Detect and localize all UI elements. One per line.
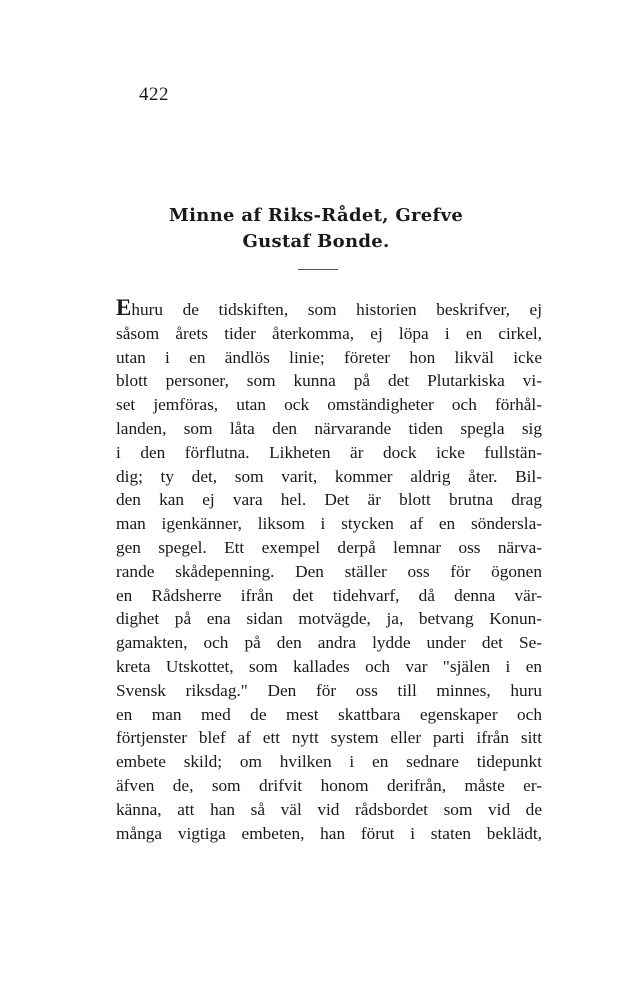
text-line: utan i en ändlös linie; företer hon likväl icke bbox=[116, 347, 542, 367]
body-paragraph bbox=[116, 296, 542, 845]
chapter-heading bbox=[0, 203, 632, 255]
heading-line-1: Minne af Riks-Rådet, Grefve bbox=[168, 205, 464, 226]
text-line: gen spegel. Ett exempel derpå lemnar oss närva- bbox=[116, 537, 542, 557]
text-line: set jemföras, utan ock omständigheter och förhål- bbox=[116, 395, 542, 415]
text-line: såsom årets tider återkomma, ej löpa i en cirkel, bbox=[116, 323, 542, 343]
text-line: Ehuru de tidskiften, som historien beskrifver, ej bbox=[116, 295, 542, 320]
text-line: gamakten, och på den andra lydde under det Se- bbox=[116, 633, 542, 653]
text-line: en Rådsherre ifrån det tidehvarf, då denna vär- bbox=[116, 585, 542, 605]
text-line: Svensk riksdag." Den för oss till minnes, huru bbox=[116, 680, 542, 700]
heading-line-2: Gustaf Bonde. bbox=[242, 231, 390, 252]
text-line: dig; ty det, som varit, kommer aldrig åter. Bil- bbox=[116, 466, 542, 486]
text-line: känna, att han så väl vid rådsbordet som vid de bbox=[116, 799, 542, 819]
text-line: många vigtiga embeten, han förut i staten beklädt, bbox=[116, 823, 542, 843]
text-line: rande skådepenning. Den ställer oss för ögonen bbox=[116, 561, 542, 581]
text-line: embete skild; om hvilken i en sednare tidepunkt bbox=[116, 752, 542, 772]
text-line: landen, som låta den närvarande tiden spegla sig bbox=[116, 418, 542, 438]
text-line: kreta Utskottet, som kallades och var "själen i en bbox=[116, 656, 542, 676]
text-line: man igenkänner, liksom i stycken af en sönderslа- bbox=[116, 514, 542, 534]
text-line: den kan ej vara hel. Det är blott brutna drag bbox=[116, 490, 542, 510]
heading-divider bbox=[298, 269, 338, 270]
text-line: förtjenster blef af ett nytt system eller parti ifrån sitt bbox=[116, 728, 542, 748]
text-line: blott personer, som kunna på det Plutarkiska vi- bbox=[116, 371, 542, 391]
text-line: äfven de, som drifvit honom derifrån, måste er- bbox=[116, 775, 542, 795]
page-number: 422 bbox=[139, 84, 169, 105]
text-line: dighet på ena sidan motvägde, ja, betvang Konun- bbox=[116, 609, 542, 629]
text-line: en man med de mest skattbara egenskaper och bbox=[116, 704, 542, 724]
text-line: i den förflutna. Likheten är dock icke fullstän- bbox=[116, 442, 542, 462]
